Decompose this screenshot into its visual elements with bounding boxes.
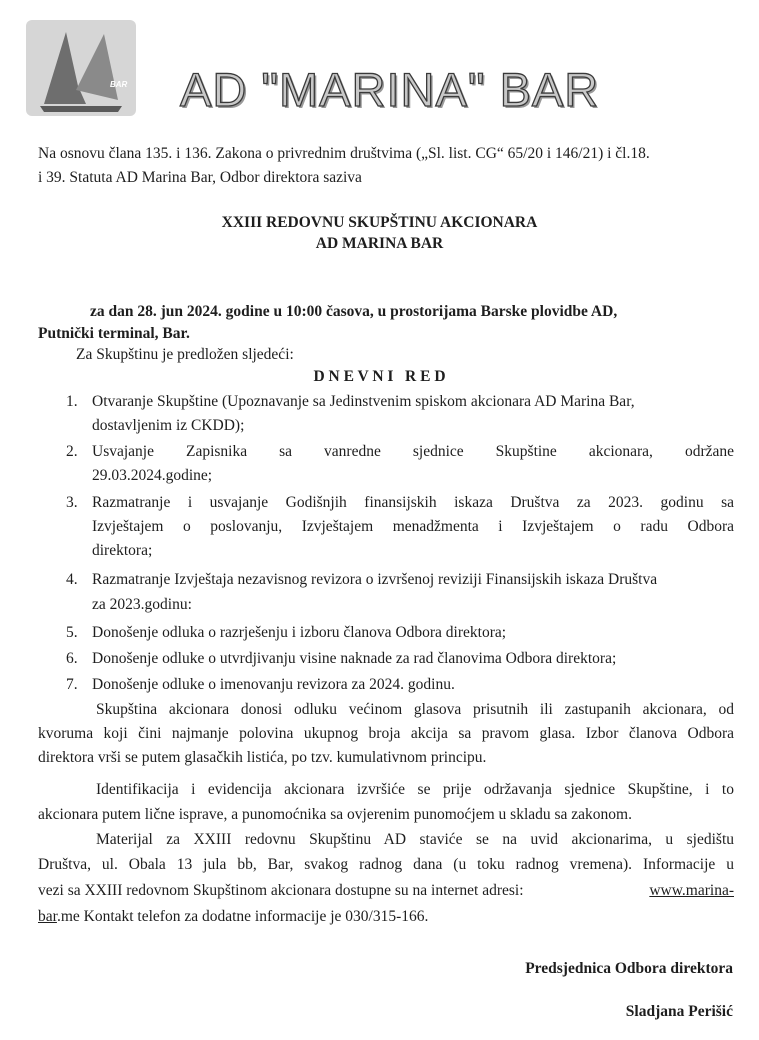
agenda-item-4-line-1: Razmatranje Izvještaja nezavisnog revizora o izvršenoj reviziji Finansijskih iskaza Društva — [92, 571, 658, 588]
agenda-item-3-line-2: Izvještajem o poslovanju, Izvještajem menadžmenta i Izvještajem o radu Odbora — [92, 518, 734, 535]
paragraph-3-line-3 — [38, 881, 734, 901]
agenda-item-number: 3. — [66, 494, 78, 511]
agenda-item-number: 2. — [66, 443, 78, 460]
company-title: AD "MARINA" BAR — [180, 63, 600, 116]
meeting-line-2: Putnički terminal, Bar. — [38, 325, 190, 342]
agenda-item-1-line-1: Otvaranje Skupštine (Upoznavanje sa Jedinstvenim spiskom akcionara AD Marina Bar, — [92, 393, 635, 410]
agenda-item-7-line-1: Donošenje odluke o imenovanju revizora za 2024. godinu. — [92, 676, 455, 693]
agenda-item-1-line-2: dostavljenim iz CKDD); — [92, 417, 245, 434]
paragraph-3-line-4 — [38, 907, 428, 927]
paragraph-1-line-1: Skupština akcionara donosi odluku većinom glasova prisutnih ili zastupanih akcionara, od — [96, 701, 734, 718]
sailboat-logo-icon — [26, 20, 136, 116]
agenda-item-2-line-2: 29.03.2024.godine; — [92, 467, 213, 484]
paragraph-1-line-3: direktora vrši se putem glasačkih listića, po tzv. kumulativnom principu. — [38, 749, 487, 766]
paragraph-1-line-2: kvoruma koji čini najmanje polovina ukupnog broja akcija sa pravom glasa. Izbor članova Odbora — [38, 725, 734, 742]
paragraph-3-line-1: Materijal za XXIII redovnu Skupštinu AD staviće se na uvid akcionarima, u sjedištu — [96, 831, 734, 848]
agenda-item-2-line-1: Usvajanje Zapisnika sa vanredne sjednice Skupštine akcionara, održane — [92, 443, 734, 460]
intro-line-1: Na osnovu člana 135. i 136. Zakona o privrednim društvima („Sl. list. CG“ 65/20 i 146/21) i čl.18. — [38, 145, 650, 162]
agenda-item-number: 5. — [66, 624, 78, 641]
contact-phone-text: .me Kontakt telefon za dodatne informacije je 030/315-166. — [56, 908, 429, 925]
paragraph-3-line-3-text: vezi sa XXIII redovnom Skupštinom akcionara dostupne su na internet adresi: — [38, 882, 528, 899]
agenda-item-number: 1. — [66, 393, 78, 410]
paragraph-2-line-2: akcionara putem lične isprave, a punomoćnika sa ovjerenim punomoćjem u skladu sa zakonom. — [38, 806, 632, 823]
website-link-continued[interactable]: bar — [38, 908, 57, 925]
website-link[interactable]: www.marina- — [649, 882, 734, 899]
signature-role: Predsjednica Odbora direktora — [525, 960, 733, 977]
paragraph-3-line-2: Društva, ul. Obala 13 jula bb, Bar, svakog radnog dana (u toku radnog vremena). Informacije u — [38, 856, 734, 873]
agenda-item-number: 7. — [66, 676, 78, 693]
agenda-item-4-line-2: za 2023.godinu: — [92, 596, 192, 613]
meeting-proposed: Za Skupštinu je predložen sljedeći: — [76, 346, 294, 363]
meeting-line-1: za dan 28. jun 2024. godine u 10:00 časova, u prostorijama Barske plovidbe AD, — [90, 303, 618, 320]
intro-line-2: i 39. Statuta AD Marina Bar, Odbor direktora saziva — [38, 169, 362, 186]
agenda-title: D N E V N I R E D — [313, 368, 446, 385]
heading-line-2: AD MARINA BAR — [315, 235, 444, 252]
agenda-item-5-line-1: Donošenje odluka o razrješenju i izboru članova Odbora direktora; — [92, 624, 507, 641]
heading-line-1: XXIII REDOVNU SKUPŠTINU AKCIONARA — [221, 214, 538, 231]
agenda-item-number: 4. — [66, 571, 78, 588]
agenda-item-6-line-1: Donošenje odluke o utvrdjivanju visine naknade za rad članovima Odbora direktora; — [92, 650, 617, 667]
logo-text: BAR — [110, 80, 128, 89]
agenda-item-3-line-1: Razmatranje i usvajanje Godišnjih finansijskih iskaza Društva za 2023. godinu sa — [92, 494, 734, 511]
signature-name: Sladjana Perišić — [625, 1003, 733, 1020]
agenda-item-number: 6. — [66, 650, 78, 667]
company-logo — [26, 20, 136, 116]
paragraph-2-line-1: Identifikacija i evidencija akcionara izvršiće se prije održavanja sjednice Skupštine, i to — [96, 781, 734, 798]
agenda-item-3-line-3: direktora; — [92, 542, 153, 559]
